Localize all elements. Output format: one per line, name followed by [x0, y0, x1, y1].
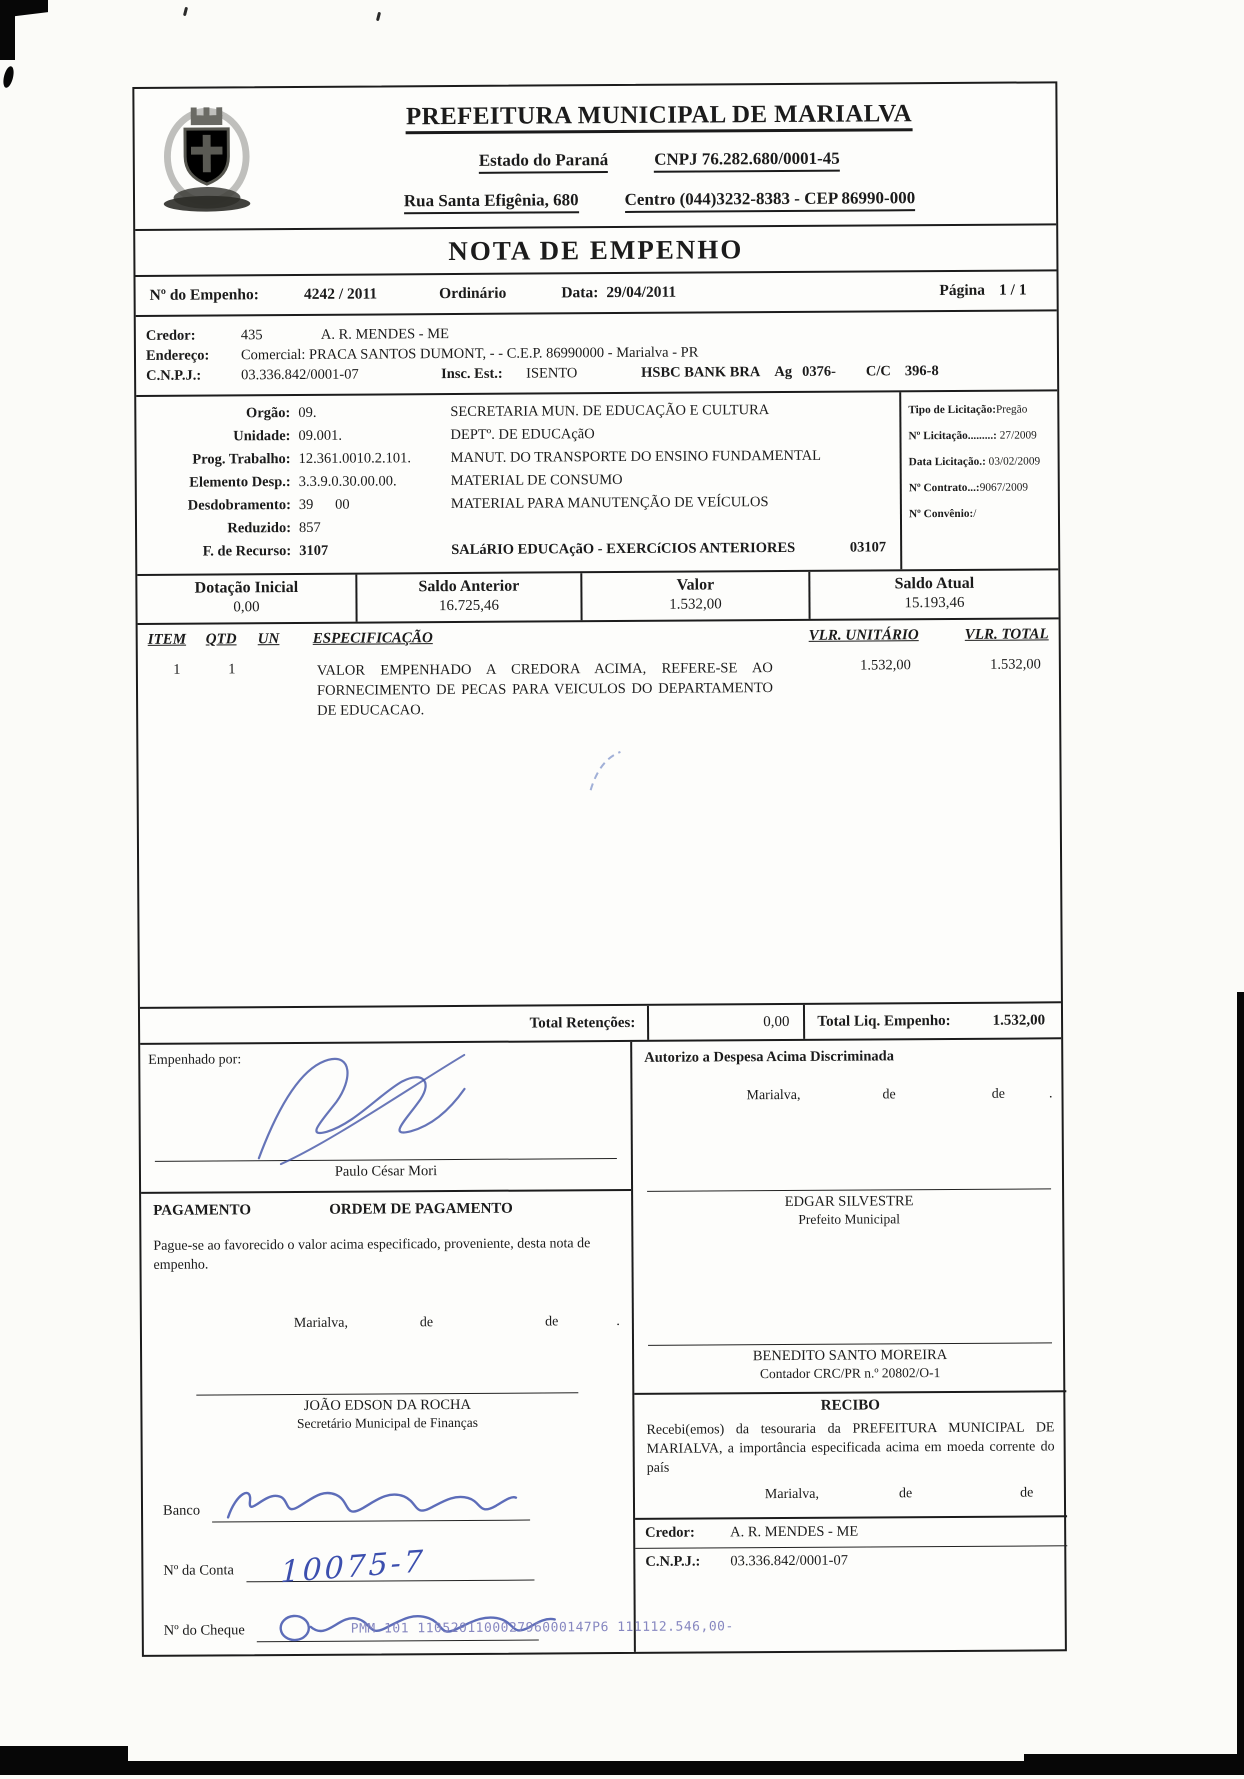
- agency-value: 0376-: [802, 364, 836, 381]
- endereco-label: Endereço:: [146, 347, 241, 365]
- bank-fields: [155, 1476, 622, 1643]
- banco-label: Banco: [163, 1503, 200, 1523]
- autorizo-title: Autorizo a Despesa Acima Discriminada: [644, 1047, 1052, 1066]
- budget-row-elemento: Elemento Desp.: 3.3.9.0.30.00.00. MATERIAL DE CONSUMO: [137, 467, 900, 495]
- num-convenio: Nº Convênio:/: [909, 507, 1055, 520]
- item-total-value: 1.532,00: [911, 656, 1041, 674]
- pagamento-head: [153, 1200, 619, 1225]
- header-address-right: Centro (044)3232-8383 - CEP 86990-000: [625, 188, 916, 213]
- budget-section: [136, 391, 1058, 576]
- recibo-credor-table: [635, 1515, 1067, 1577]
- liquido-label: Total Liq. Empenho:: [805, 1004, 992, 1039]
- credor-section: [136, 311, 1057, 397]
- header-state: Estado do Paraná: [479, 150, 609, 174]
- secretario-cargo: Secretário Municipal de Finanças: [154, 1414, 620, 1433]
- banco-row: [163, 1476, 621, 1523]
- city-date-line: Marialva, de de .: [644, 1086, 1052, 1104]
- page-label: Página: [939, 282, 985, 300]
- items-header: [148, 626, 1049, 649]
- item-unit-value: 1.532,00: [783, 657, 911, 675]
- prefeito-cargo: Prefeito Municipal: [645, 1210, 1053, 1228]
- pen-mark: [586, 750, 626, 794]
- saldo-anterior-col: Saldo Anterior 16.725,46: [355, 573, 580, 621]
- col-especificacao: ESPECIFICAÇÃO: [313, 630, 433, 647]
- conta-fill-line: [246, 1537, 534, 1583]
- recibo-cnpj-value: 03.336.842/0001-07: [730, 1553, 848, 1571]
- licitacao-panel: [899, 391, 1058, 569]
- col-item: ITEM: [148, 632, 186, 648]
- city-date-line: Marialva, de de: [647, 1485, 1055, 1503]
- document-title-bar: [135, 225, 1056, 277]
- cnpj-label: C.N.P.J.:: [146, 367, 241, 385]
- tipo-licitacao: Tipo de Licitação:Pregão: [908, 403, 1054, 416]
- contador-nome: BENEDITO SANTO MOREIRA: [646, 1346, 1054, 1365]
- items-section: [138, 619, 1061, 1007]
- retencoes-value: 0,00: [649, 1005, 805, 1040]
- agency-label: Ag: [774, 364, 792, 381]
- pagamento-column: [140, 1042, 636, 1655]
- empenho-kind: Ordinário: [439, 285, 506, 303]
- city-date-line: Marialva, de de .: [154, 1314, 620, 1333]
- liquido-value: 1.532,00: [992, 1003, 1061, 1037]
- budget-left: [136, 392, 900, 574]
- recibo-texto: Recebi(emos) da tesouraria da PREFEITURA MUNICIPAL DE MARIALVA, a importância especificada acima em moeda corrente do país: [646, 1418, 1054, 1477]
- coat-of-arms-icon: [147, 96, 266, 221]
- endereco-value: Comercial: PRACA SANTOS DUMONT, - - C.E.P. 86990000 - Marialva - PR: [241, 345, 699, 365]
- secretario-nome: JOÃO EDSON DA ROCHA: [154, 1396, 620, 1416]
- account-value: 396-8: [905, 363, 939, 380]
- saldo-atual-col: Saldo Atual 15.193,46: [808, 570, 1058, 619]
- header-text: [272, 89, 1046, 222]
- recibo-cnpj-label: C.N.P.J.:: [645, 1553, 730, 1571]
- insc-value: ISENTO: [526, 365, 641, 383]
- pagamento-title: PAGAMENTO: [153, 1202, 251, 1219]
- budget-row-prog-trabalho: Prog. Trabalho: 12.361.0010.2.101. MANUT. DO TRANSPORTE DO ENSINO FUNDAMENTAL: [137, 444, 900, 472]
- budget-row-desdobramento: Desdobramento: 39 00 MATERIAL PARA MANUTENÇÃO DE VEÍCULOS: [137, 490, 900, 518]
- num-contrato: Nº Contrato...:9067/2009: [909, 481, 1055, 494]
- header-title: PREFEITURA MUNICIPAL DE MARIALVA: [406, 100, 912, 134]
- credor-label: Credor:: [146, 327, 241, 345]
- header-cnpj: CNPJ 76.282.680/0001-45: [654, 149, 840, 173]
- item-spec: VALOR EMPENHADO A CREDORA ACIMA, REFERE-SE AO FORNECIMENTO DE PECAS PARA VEICULOS DO DEPARTAMENTO DE EDUCACAO.: [313, 658, 783, 721]
- endereco-row: [146, 342, 1047, 365]
- recibo-title: RECIBO: [634, 1390, 1066, 1418]
- empenho-date-value: 29/04/2011: [606, 284, 676, 302]
- recibo-credor-value: A. R. MENDES - ME: [730, 1524, 858, 1542]
- prefeito-nome: EDGAR SILVESTRE: [645, 1192, 1053, 1211]
- empenho-number: 4242 / 2011: [304, 285, 377, 303]
- conta-label: Nº da Conta: [163, 1562, 234, 1582]
- recibo-credor-row: [635, 1517, 1067, 1548]
- empenho-date-label: Data:: [561, 284, 598, 302]
- account-label: C/C: [866, 363, 891, 380]
- item-number: 1: [148, 662, 206, 679]
- budget-row-unidade: Unidade: 09.001. DEPTº. DE EDUCAçãO: [136, 421, 899, 449]
- empenho-info-row: [135, 271, 1056, 317]
- recibo-credor-label: Credor:: [645, 1524, 730, 1542]
- empenho-date: [561, 284, 676, 303]
- signature-paulo-cesar-mori: [240, 1045, 476, 1166]
- handwriting-banco: [220, 1480, 520, 1528]
- header-address: Rua Santa Efigênia, 680: [404, 190, 579, 214]
- col-vlr-unitario: VLR. UNITÁRIO: [809, 627, 919, 644]
- data-licitacao: Data Licitação.: 03/02/2009: [909, 455, 1055, 468]
- credor-name: A. R. MENDES - ME: [321, 326, 449, 344]
- cheque-label: Nº do Cheque: [164, 1622, 245, 1642]
- budget-row-orgao: Orgão: 09. SECRETARIA MUN. DE EDUCAÇÃO E CULTURA: [136, 398, 899, 426]
- col-qtd: QTD: [206, 631, 237, 647]
- credor-code: 435: [241, 327, 321, 344]
- municipal-coat-of-arms-logo: [140, 94, 273, 223]
- banco-fill-line: [212, 1477, 530, 1523]
- empenhado-por-label: Empenhado por:: [140, 1050, 630, 1069]
- cnpj-row: [146, 362, 1047, 385]
- insc-label: Insc. Est.:: [441, 366, 526, 384]
- contador-cargo: Contador CRC/PR n.º 20802/O-1: [646, 1364, 1054, 1382]
- pagamento-texto: Pague-se ao favorecido o valor acima especificado, proveniente, desta nota de empenho.: [153, 1234, 615, 1275]
- budget-row-reduzido: Reduzido: 857: [137, 513, 900, 541]
- credor-row: [146, 322, 1047, 345]
- signatures-section: [140, 1037, 1065, 1655]
- item-row: [148, 656, 1049, 722]
- empenho-number-label: Nº do Empenho:: [150, 286, 259, 305]
- signature-line: [196, 1392, 578, 1395]
- dotacao-inicial-col: Dotação Inicial 0,00: [137, 575, 355, 623]
- bank-name: HSBC BANK BRA: [641, 364, 760, 382]
- retencoes-label: Total Retenções:: [140, 1006, 649, 1043]
- col-vlr-total: VLR. TOTAL: [965, 626, 1049, 643]
- valor-col: Valor 1.532,00: [580, 572, 808, 620]
- dot-matrix-footer: PMM 101 110520110002796000147P6 111112.546,00-: [351, 1619, 734, 1636]
- budget-row-recurso: F. de Recurso: 3107 SALáRIO EDUCAçãO - EXERCíCIOS ANTERIORES 03107: [137, 536, 900, 564]
- cnpj-value: 03.336.842/0001-07: [241, 366, 441, 384]
- col-un: UN: [258, 631, 280, 647]
- item-qtd: 1: [206, 661, 258, 678]
- recibo-cnpj-row: [635, 1545, 1067, 1577]
- pagamento-box: [141, 1189, 634, 1643]
- page-value: 1 / 1: [999, 282, 1027, 300]
- saldos-table: [137, 570, 1058, 625]
- totals-row: [140, 1001, 1061, 1043]
- document-header: [134, 83, 1056, 231]
- document-title: NOTA DE EMPENHO: [448, 234, 743, 267]
- num-licitacao: Nº Licitação.........: 27/2009: [908, 429, 1054, 442]
- ordem-pagamento-title: ORDEM DE PAGAMENTO: [329, 1201, 513, 1219]
- autorizacao-column: [632, 1039, 1068, 1652]
- handwriting-conta: 10075-7: [280, 1544, 426, 1590]
- conta-row: [163, 1536, 621, 1583]
- empenhado-por-nome: Paulo César Mori: [141, 1162, 631, 1182]
- nota-de-empenho-form: [132, 81, 1067, 1657]
- empenho-page: [939, 282, 1026, 301]
